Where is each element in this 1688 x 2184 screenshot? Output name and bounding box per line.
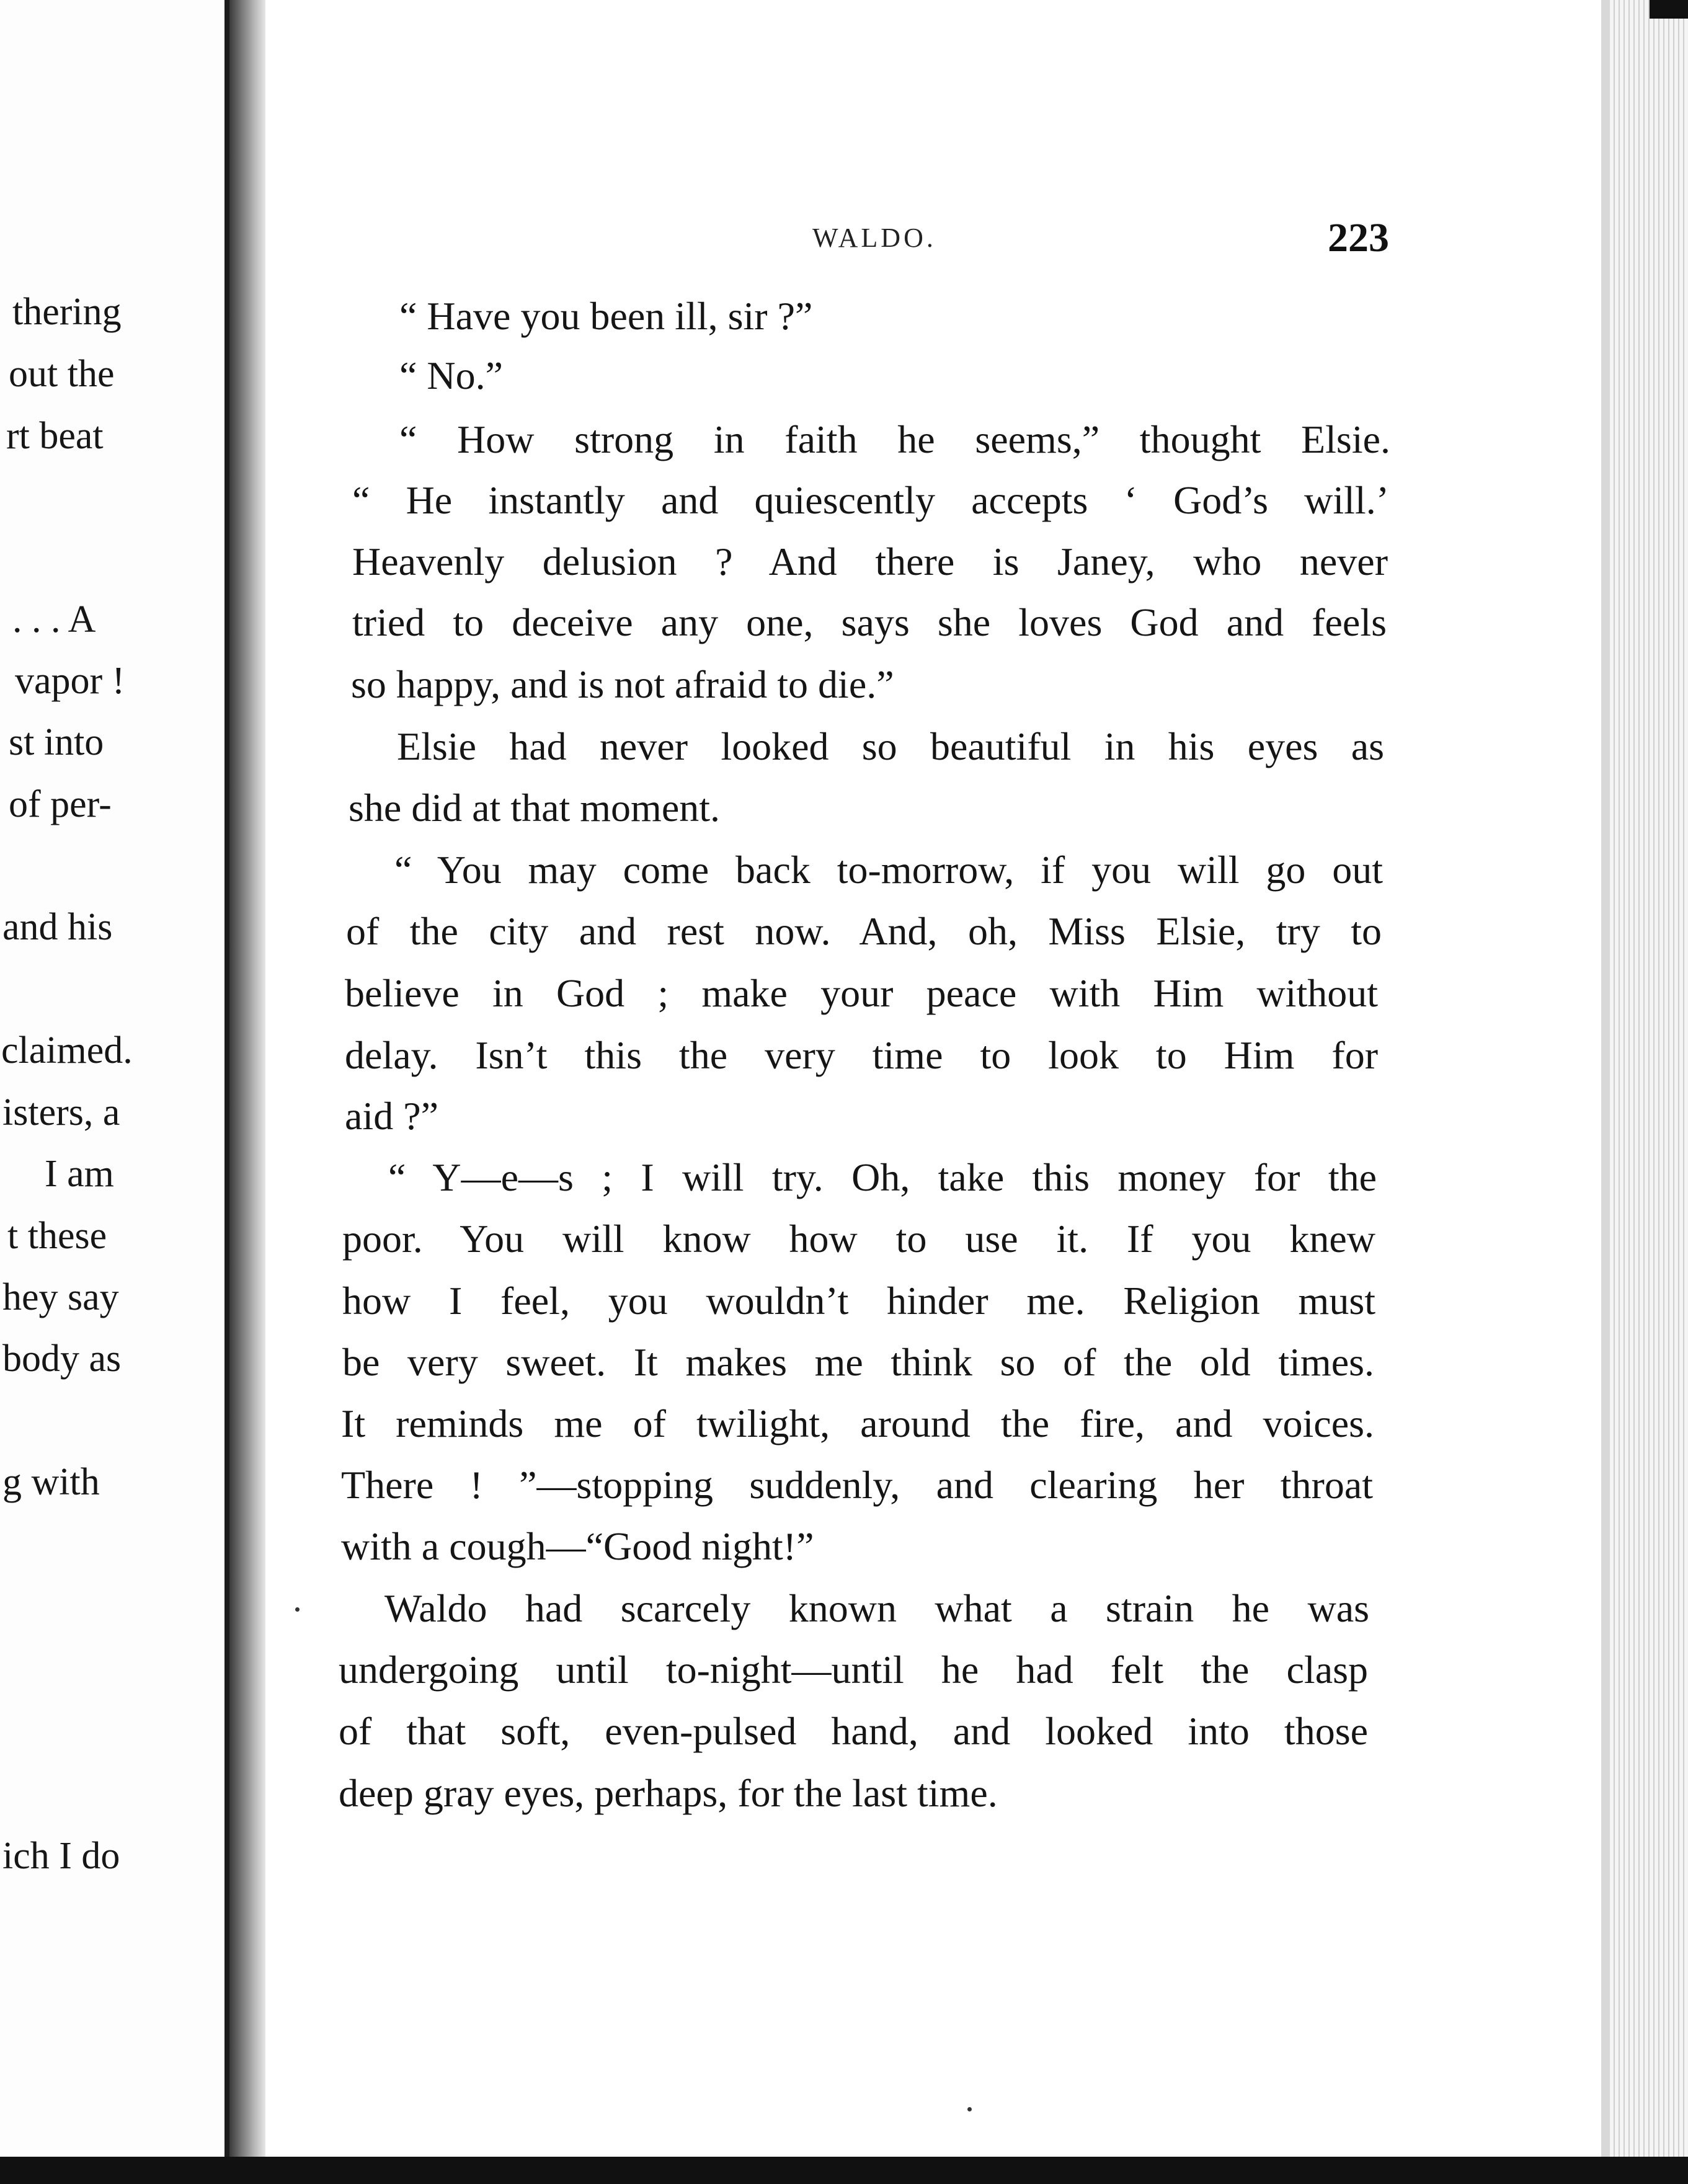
text-line: “ Y—e—s ; I will try. Oh, take this money for the xyxy=(388,1155,1377,1199)
text-line: aid ?” xyxy=(345,1094,438,1138)
facing-fragment: thering xyxy=(12,291,122,333)
facing-fragment: st into xyxy=(9,721,104,763)
facing-fragment: body as xyxy=(2,1338,122,1380)
text-line: tried to deceive any one, says she loves God and feels xyxy=(352,600,1387,644)
text-line: “ Have you been ill, sir ?” xyxy=(399,294,813,338)
text-line: There ! ”—stopping suddenly, and clearing her throat xyxy=(341,1463,1373,1507)
text-line: “ He instantly and quiescently accepts ‘ God’s will.’ xyxy=(352,478,1389,522)
text-line: “ You may come back to-morrow, if you will go out xyxy=(394,848,1383,892)
scan-bottom-border xyxy=(0,2157,1688,2184)
facing-fragment: vapor ! xyxy=(15,660,125,702)
text-line: Heavenly delusion ? And there is Janey, who never xyxy=(352,539,1388,584)
scan-corner xyxy=(1650,0,1688,19)
text-line: she did at that moment. xyxy=(349,786,720,830)
book-gutter xyxy=(229,0,265,2184)
facing-fragment: g with xyxy=(2,1461,100,1503)
facing-fragment: . . . A xyxy=(12,598,96,641)
text-line: Elsie had never looked so beautiful in his eyes as xyxy=(397,724,1384,768)
text-line: how I feel, you wouldn’t hinder me. Religion must xyxy=(342,1279,1375,1323)
text-line: so happy, and is not afraid to die.” xyxy=(351,662,894,706)
facing-fragment: ich I do xyxy=(2,1835,120,1877)
facing-fragment: isters, a xyxy=(2,1091,120,1134)
text-line: of the city and rest now. And, oh, Miss Elsie, try to xyxy=(346,909,1382,953)
text-line: believe in God ; make your peace with Him without xyxy=(345,971,1378,1015)
page-number: 223 xyxy=(1328,215,1389,260)
text-line: undergoing until to-night—until he had felt the clasp xyxy=(339,1648,1368,1692)
text-line: Waldo had scarcely known what a strain he was xyxy=(384,1586,1369,1630)
text-line: of that soft, even-pulsed hand, and looked into those xyxy=(339,1709,1368,1753)
text-line: be very sweet. It makes me think so of the old times. xyxy=(342,1340,1374,1384)
facing-fragment: of per- xyxy=(9,783,112,825)
page-block-edge xyxy=(1610,0,1688,2184)
facing-fragment: hey say xyxy=(2,1276,119,1318)
facing-fragment: t these xyxy=(7,1215,107,1257)
scan-speck xyxy=(967,2107,972,2111)
text-line: It reminds me of twilight, around the fire, and voices. xyxy=(341,1401,1374,1445)
facing-fragment: I am xyxy=(45,1153,114,1195)
text-line: delay. Isn’t this the very time to look to Him for xyxy=(345,1033,1378,1077)
text-line: deep gray eyes, perhaps, for the last time. xyxy=(339,1771,998,1815)
text-line: poor. You will know how to use it. If you knew xyxy=(342,1217,1375,1261)
text-line: with a cough—“Good night!” xyxy=(341,1524,814,1568)
facing-fragment: claimed. xyxy=(1,1029,133,1072)
facing-fragment: rt beat xyxy=(6,415,104,457)
scan-speck xyxy=(295,1607,300,1612)
facing-fragment: out the xyxy=(9,353,115,395)
text-line: “ No.” xyxy=(399,353,504,397)
facing-fragment: and his xyxy=(2,906,113,948)
running-head: WALDO. xyxy=(812,223,936,253)
text-line: “ How strong in faith he seems,” thought Elsie. xyxy=(399,417,1390,461)
